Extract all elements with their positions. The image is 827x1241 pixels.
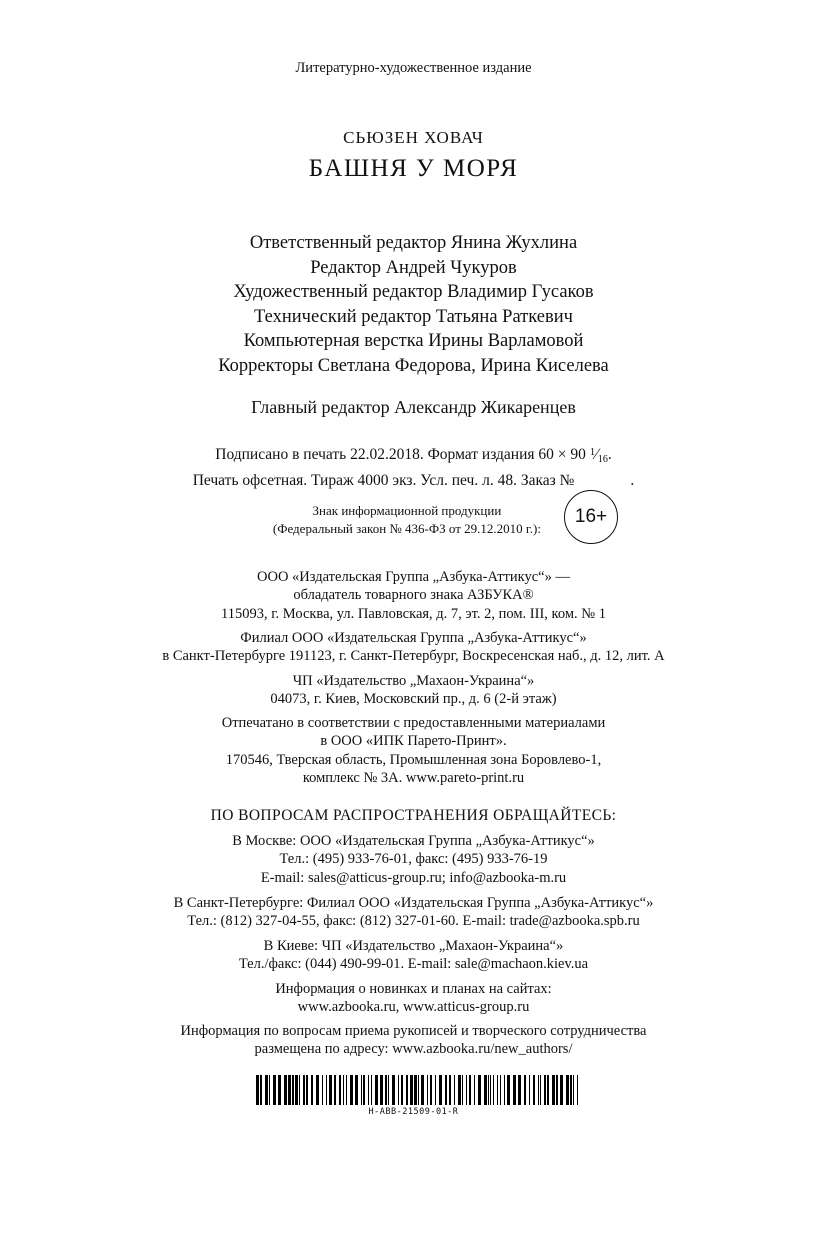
- publisher-line: обладатель товарного знака АЗБУКА®: [293, 587, 534, 604]
- age-rating-line: Знак информационной продукции: [312, 503, 502, 518]
- print-info-line: Подписано в печать 22.02.2018. Формат издания 60 × 90 $^1$⁄16.: [215, 446, 612, 465]
- barcode-bar: [560, 1075, 563, 1105]
- credit-line: Ответственный редактор Янина Жухлина: [249, 233, 578, 253]
- barcode-bar: [566, 1075, 569, 1105]
- credit-line: Корректоры Светлана Федорова, Ирина Киселева: [218, 355, 609, 376]
- printer-info: [0, 714, 827, 788]
- barcode-bar: [375, 1075, 378, 1105]
- barcode-bar: [518, 1075, 521, 1105]
- barcode-bar: [273, 1075, 276, 1105]
- publisher-line: ООО «Издательская Группа „Азбука-Аттикус“» —: [257, 569, 570, 585]
- publisher-line: Филиал ООО «Издательская Группа „Азбука-Аттикус“»: [240, 630, 587, 646]
- printer-line: Отпечатано в соответствии с предоставленными материалами: [221, 715, 606, 731]
- barcode-bar: [368, 1075, 369, 1105]
- barcode-bar: [533, 1075, 535, 1105]
- printer-line: 170546, Тверская область, Промышленная зона Боровлево-1,: [225, 751, 602, 768]
- barcode-bar: [504, 1075, 505, 1105]
- barcode-bar: [292, 1075, 294, 1105]
- barcode-bar: [430, 1075, 432, 1105]
- barcode-bar: [265, 1075, 268, 1105]
- age-rating-line: (Федеральный закон № 436-ФЗ от 29.12.2010 г.):: [272, 521, 541, 536]
- format-fraction-denominator: 16: [597, 454, 608, 465]
- barcode-bar: [326, 1075, 327, 1105]
- barcode-bar: [284, 1075, 287, 1105]
- print-info-line: Печать офсетная. Тираж 4000 экз. Усл. печ. л. 48. Заказ № .: [192, 472, 635, 489]
- credit-line: Технический редактор Татьяна Раткевич: [254, 306, 573, 327]
- distribution-line: Тел.: (812) 327-04-55, факс: (812) 327-01-60. E-mail: trade@azbooka.spb.ru: [187, 913, 640, 930]
- credits-block: [0, 231, 827, 379]
- barcode-bar: [371, 1075, 372, 1105]
- barcode-bar: [334, 1075, 336, 1105]
- distribution-line: www.azbooka.ru, www.atticus-group.ru: [297, 999, 530, 1016]
- barcode-bar: [278, 1075, 281, 1105]
- distribution-line: Тел.: (495) 933-76-01, факс: (495) 933-76-19: [279, 851, 548, 868]
- barcode-bar: [355, 1075, 358, 1105]
- distribution-manuscripts: [0, 1022, 827, 1059]
- age-rating-text: [273, 502, 541, 538]
- credit-line: Компьютерная верстка Ирины Варламовой: [243, 331, 584, 352]
- barcode-bar: [346, 1075, 347, 1105]
- barcode-bar: [385, 1075, 387, 1105]
- publisher-line: 115093, г. Москва, ул. Павловская, д. 7, эт. 2, пом. III, ком. № 1: [221, 605, 606, 622]
- barcode-bar: [269, 1075, 270, 1105]
- publisher-kiev: [0, 672, 827, 709]
- barcode-bar: [406, 1075, 408, 1105]
- barcode-bar: [445, 1075, 447, 1105]
- age-rating-badge: 16+: [564, 490, 618, 544]
- barcode-bar: [388, 1075, 389, 1105]
- publisher-spb: [0, 629, 827, 666]
- barcode-bar: [466, 1075, 467, 1105]
- publisher-line: ЧП «Издательство „Махаон-Украина“»: [292, 673, 535, 689]
- barcode-bar: [260, 1075, 262, 1105]
- barcode-bar: [462, 1075, 463, 1105]
- barcode-bar: [454, 1075, 455, 1105]
- printer-line: в ООО «ИПК Парето-Принт».: [320, 733, 507, 750]
- barcode-bar: [306, 1075, 308, 1105]
- printer-line: комплекс № 3А. www.pareto-print.ru: [302, 770, 525, 787]
- barcode-bar: [256, 1075, 259, 1105]
- book-title: БАШНЯ У МОРЯ: [308, 155, 519, 182]
- format-fraction-numerator: 1: [589, 446, 596, 458]
- distribution-websites: [0, 980, 827, 1017]
- barcode-bar: [414, 1075, 417, 1105]
- barcode-bar: [410, 1075, 413, 1105]
- distribution-line: Информация о новинках и планах на сайтах:: [275, 981, 552, 997]
- credit-line: Художественный редактор Владимир Гусаков: [233, 282, 594, 303]
- barcode-bar: [322, 1075, 323, 1105]
- print-info: [0, 442, 827, 491]
- credit-line: Редактор Андрей Чукуров: [310, 257, 517, 278]
- barcode-bar: [529, 1075, 530, 1105]
- chief-editor: Главный редактор Александр Жикаренцев: [251, 397, 576, 417]
- barcode-bar: [288, 1075, 291, 1105]
- publisher-main: [0, 568, 827, 623]
- barcode-bar: [513, 1075, 516, 1105]
- barcode-bar: [303, 1075, 305, 1105]
- barcode-bar: [311, 1075, 313, 1105]
- distribution-moscow: [0, 832, 827, 887]
- barcode-bar: [484, 1075, 487, 1105]
- barcode-bar: [524, 1075, 526, 1105]
- distribution-line: В Киеве: ЧП «Издательство „Махаон-Украина“»: [263, 938, 564, 954]
- barcode-bar: [299, 1075, 300, 1105]
- distribution-line: Тел./факс: (044) 490-99-01. E-mail: sale@machaon.kiev.ua: [238, 956, 589, 973]
- barcode-bar: [339, 1075, 341, 1105]
- author-name: СЬЮЗЕН ХОВАЧ: [343, 128, 484, 147]
- distribution-spb: [0, 894, 827, 931]
- barcode-bar: [439, 1075, 442, 1105]
- distribution-line: E-mail: sales@atticus-group.ru; info@azbooka-m.ru: [260, 869, 567, 886]
- barcode-bar: [478, 1075, 481, 1105]
- distribution-heading: ПО ВОПРОСАМ РАСПРОСТРАНЕНИЯ ОБРАЩАЙТЕСЬ:: [210, 807, 617, 824]
- barcode-bar: [538, 1075, 539, 1105]
- barcode-bar: [474, 1075, 475, 1105]
- barcode-bar: [552, 1075, 555, 1105]
- print-info-text: Печать офсетная. Тираж 4000 экз. Усл. печ. л. 48. Заказ №: [192, 472, 575, 489]
- barcode-bar: [435, 1075, 436, 1105]
- barcode-bar: [343, 1075, 344, 1105]
- barcode-bar: [458, 1075, 461, 1105]
- barcode-bar: [350, 1075, 353, 1105]
- barcode-bar: [316, 1075, 319, 1105]
- barcode-bar: [547, 1075, 549, 1105]
- barcode-bar: [493, 1075, 494, 1105]
- age-rating: [0, 490, 827, 546]
- distribution-line: В Санкт-Петербурге: Филиал ООО «Издательская Группа „Азбука-Аттикус“»: [173, 895, 654, 911]
- barcode-bar: [490, 1075, 491, 1105]
- barcode-bar: [421, 1075, 424, 1105]
- distribution-line: размещена по адресу: www.azbooka.ru/new_authors/: [254, 1041, 573, 1058]
- barcode-bar: [295, 1075, 298, 1105]
- barcode-bar: [398, 1075, 399, 1105]
- barcode-bar: [577, 1075, 578, 1105]
- barcode-bar: [418, 1075, 419, 1105]
- barcode-bar: [427, 1075, 428, 1105]
- barcode-bar: [449, 1075, 451, 1105]
- barcode-bar: [573, 1075, 574, 1105]
- barcode-bar: [570, 1075, 572, 1105]
- barcode-bar: [556, 1075, 558, 1105]
- barcode-bar: [540, 1075, 541, 1105]
- genre-label: Литературно-художественное издание: [295, 60, 532, 76]
- barcode-bar: [497, 1075, 498, 1105]
- barcode-bar: [544, 1075, 546, 1105]
- barcode-bar: [380, 1075, 383, 1105]
- publisher-line: в Санкт-Петербурге 191123, г. Санкт-Петербург, Воскресенская наб., д. 12, лит. А: [162, 648, 665, 665]
- distribution-line: Информация по вопросам приема рукописей и творческого сотрудничества: [180, 1023, 647, 1039]
- barcode-bar: [488, 1075, 489, 1105]
- barcode-bar: [361, 1075, 362, 1105]
- barcode-bar: [363, 1075, 365, 1105]
- barcode-bar: [392, 1075, 395, 1105]
- barcode-bar: [401, 1075, 403, 1105]
- barcode-image: [256, 1075, 580, 1105]
- distribution-line: В Москве: ООО «Издательская Группа „Азбука-Аттикус“»: [232, 833, 595, 849]
- barcode-bar: [507, 1075, 510, 1105]
- barcode-bar: [500, 1075, 501, 1105]
- publisher-line: 04073, г. Киев, Московский пр., д. 6 (2-й этаж): [270, 691, 557, 708]
- print-info-text: Подписано в печать 22.02.2018. Формат издания 60 × 90: [215, 446, 586, 463]
- barcode-bar: [469, 1075, 471, 1105]
- distribution-kiev: [0, 937, 827, 974]
- barcode-bar: [329, 1075, 332, 1105]
- barcode-code: H-ABB-21509-01-R: [368, 1107, 459, 1117]
